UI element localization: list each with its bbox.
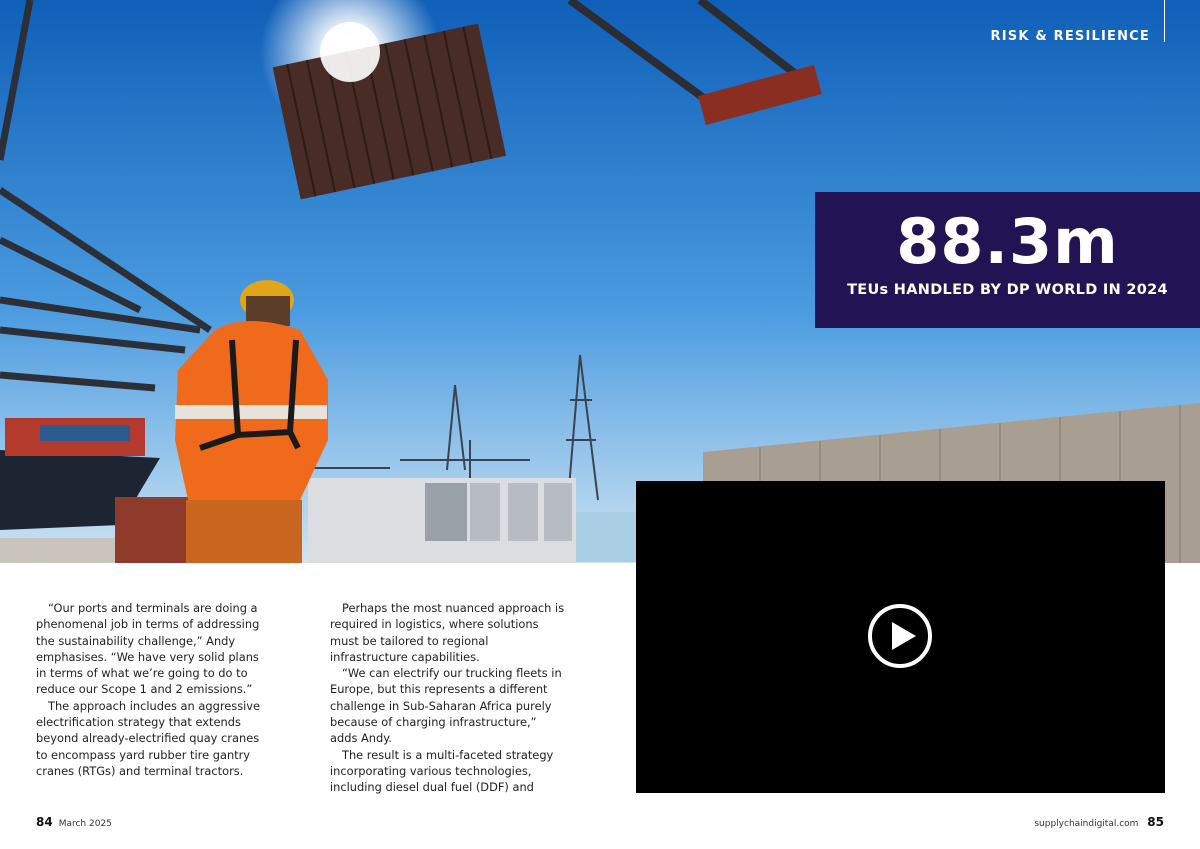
paragraph: Perhaps the most nuanced approach is required in logistics, where solutions must be tailored to regional infrastructure capabilities. [330,601,565,664]
stat-value: 88.3m [896,205,1119,278]
section-label: RISK & RESILIENCE [990,29,1150,44]
stat-callout [815,192,1200,328]
stat-caption: TEUs HANDLED BY DP WORLD IN 2024 [847,282,1168,298]
paragraph: “We can electrify our trucking fleets in Europe, but this represents a different challenge in Sub-Saharan Africa purely because of charging infrastructure,” adds Andy. [330,666,562,746]
body-column-left [36,600,271,779]
site-link[interactable]: supplychaindigital.com [1034,819,1139,829]
paragraph: “Our ports and terminals are doing a phenomenal job in terms of addressing the sustainability challenge,” Andy emphasises. “We have very solid plans in terms of what we’re going to do to reduce our Scope 1 and 2 emissions.” [36,601,260,697]
video-player[interactable] [636,481,1165,793]
play-button[interactable] [867,603,933,669]
footer-left [36,815,112,829]
page-number-left: 84 [36,815,53,829]
paragraph: The approach includes an aggressive electrification strategy that extends beyond already-electrified quay cranes to encompass yard rubber tire gantry cranes (RTGs) and terminal tractors. [36,698,261,778]
play-icon [867,603,933,669]
footer-right [1034,815,1164,829]
page-number-right: 85 [1147,815,1164,829]
section-divider [1164,0,1165,42]
issue-date: March 2025 [58,819,112,829]
body-column-right [330,600,565,796]
paragraph: The result is a multi-faceted strategy incorporating various technologies, including diesel dual fuel (DDF) and [330,747,554,795]
